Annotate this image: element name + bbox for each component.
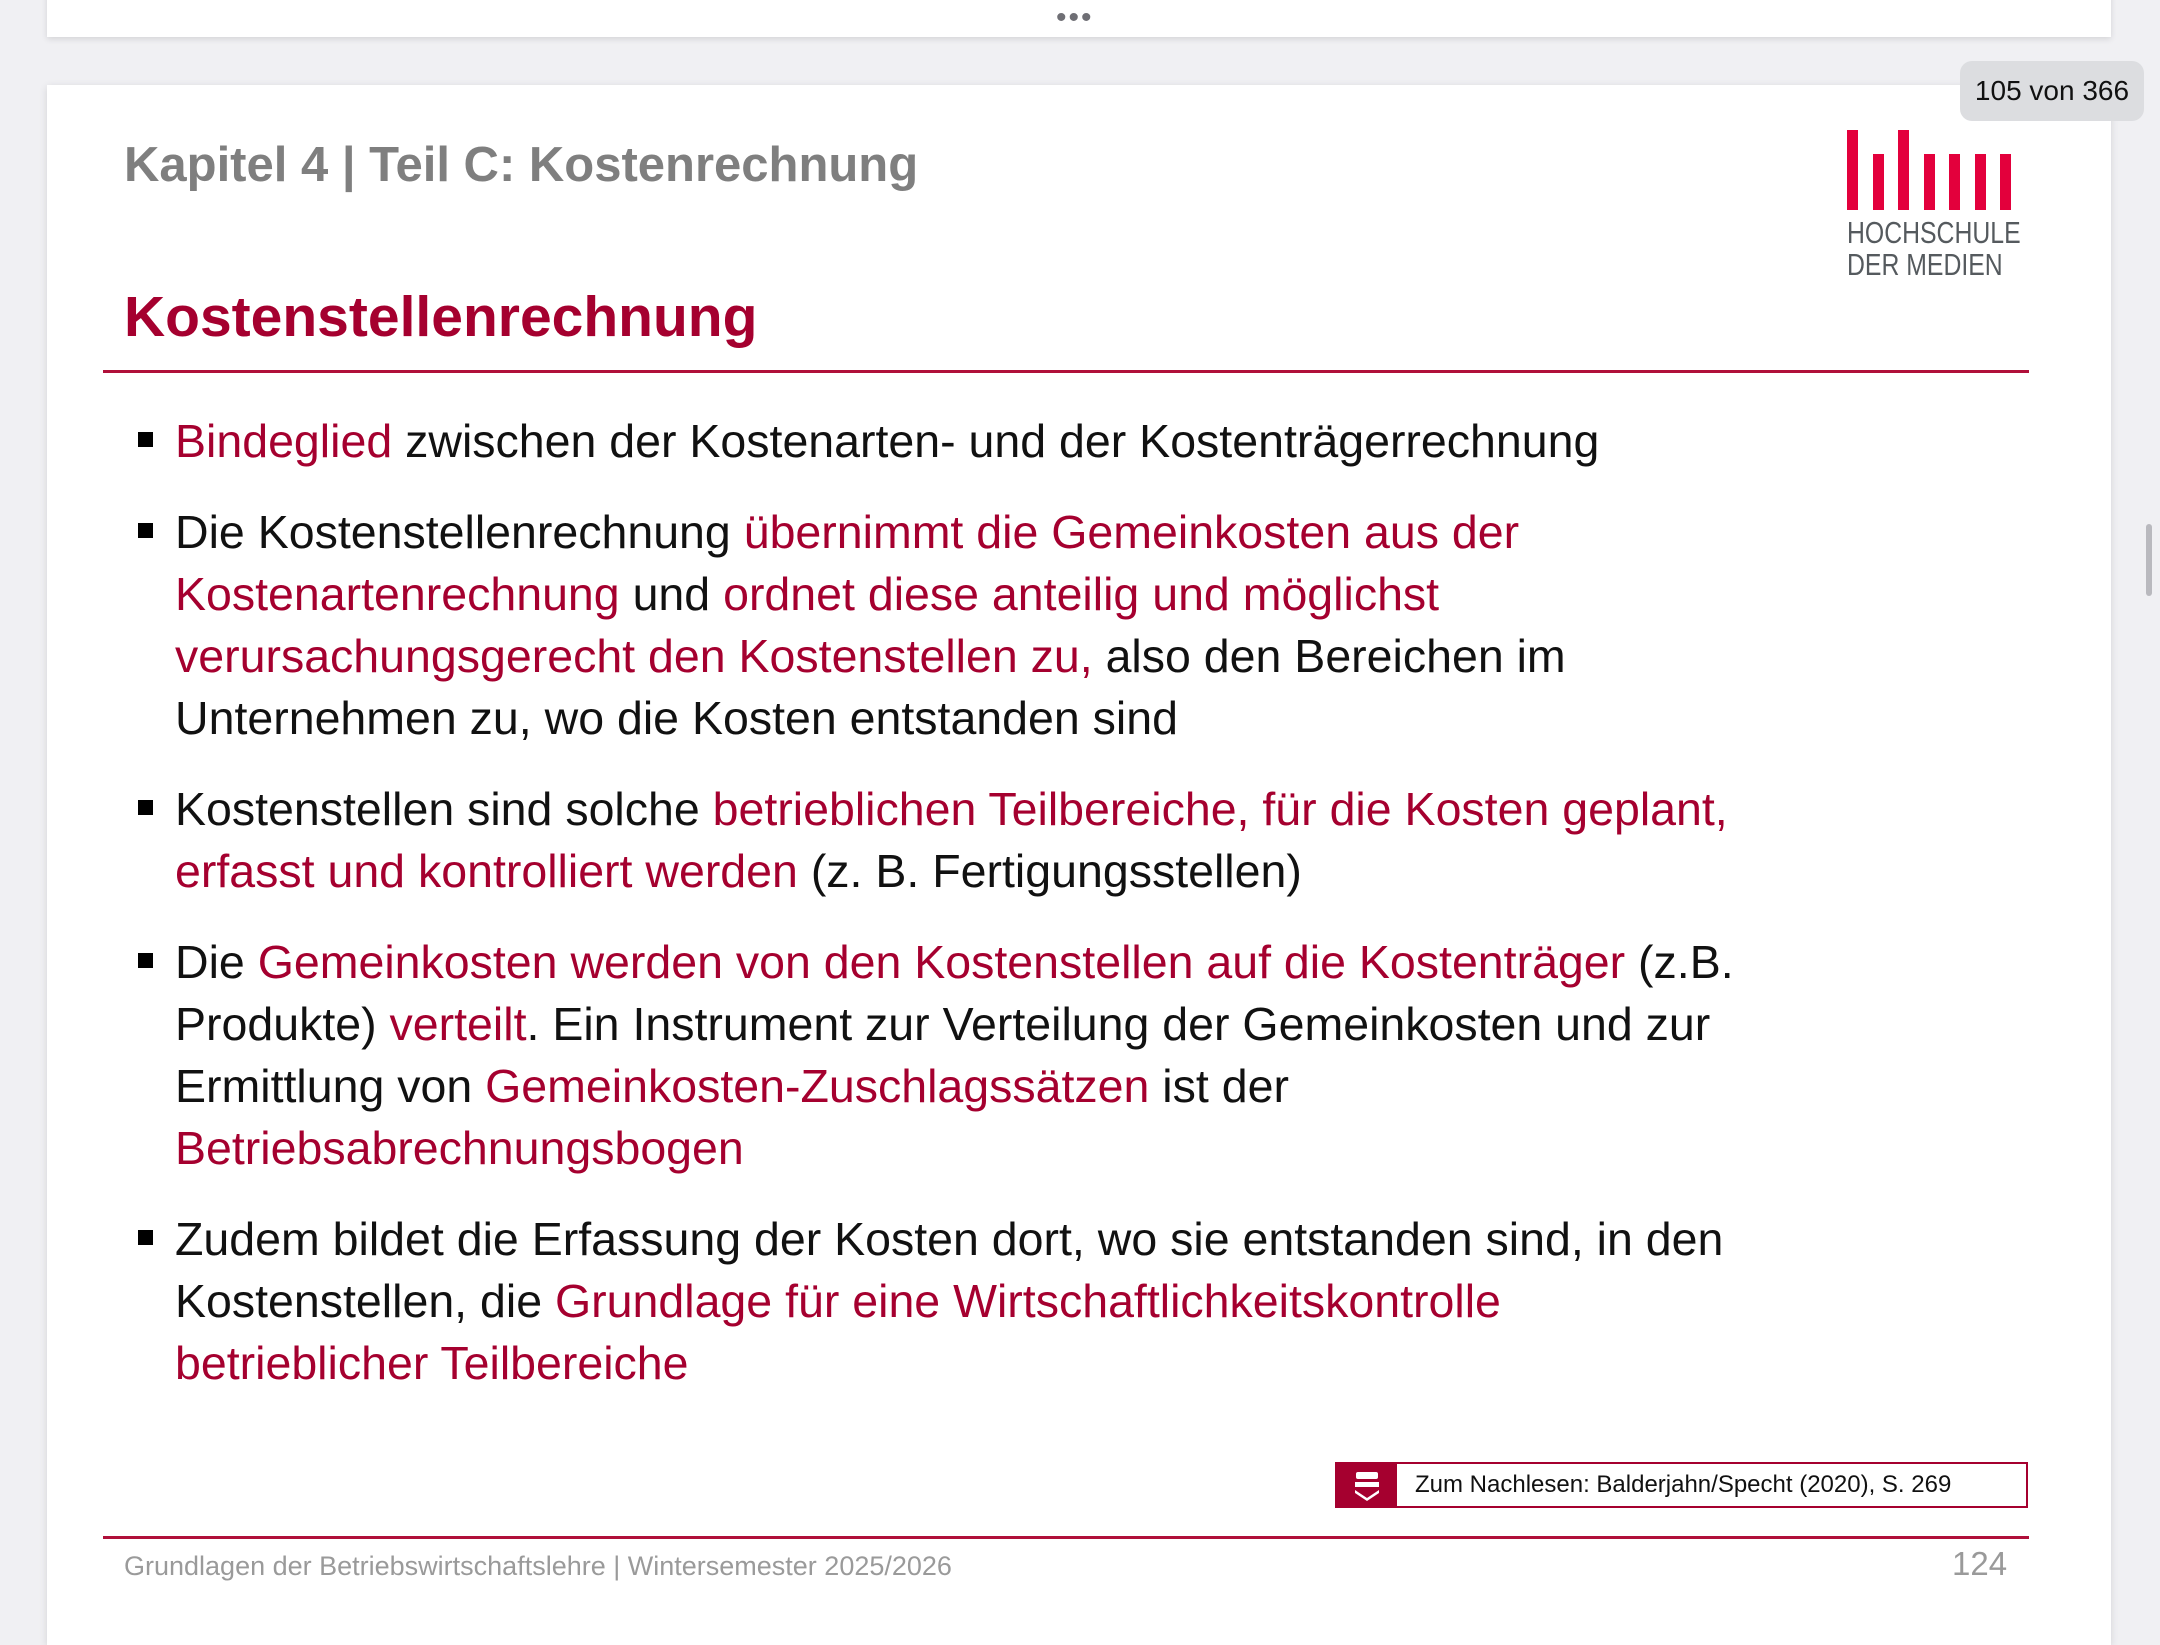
logo-line-1: HOCHSCHULE [1847,215,2021,250]
citation-text: Zum Nachlesen: Balderjahn/Specht (2020), S. 269 [1415,1471,1952,1498]
highlighted-text: betrieblicher Teilbereiche [175,1337,689,1389]
text-line [175,501,1566,563]
logo-line-2: DER MEDIEN [1847,247,2003,282]
text-segment: Ermittlung von [175,1060,486,1112]
text-line [175,931,1734,993]
text-segment: Zudem bildet die Erfassung der Kosten dort, wo sie entstanden sind, in den [175,1213,1724,1265]
text-line [175,1208,1723,1270]
text-segment: Die [175,936,258,988]
chapter-heading: Kapitel 4 | Teil C: Kostenrechnung [124,138,919,192]
bullet-square-icon [138,432,153,447]
highlighted-text: Gemeinkosten werden von den Kostenstellen auf die Kostenträger [257,936,1626,988]
highlighted-text: verursachungsgerecht den Kostenstellen zu, [175,630,1093,682]
text-line [175,410,1599,472]
slide-page-number: 124 [1952,1545,2008,1582]
text-segment: zwischen der Kostenarten- und der Kostenträgerrechnung [392,415,1600,467]
text-segment: Produkte) [175,998,390,1050]
text-line [175,1055,1734,1117]
bullet-text [175,931,1734,1179]
text-segment: ist der [1149,1060,1289,1112]
scrollbar-thumb[interactable] [2146,524,2152,596]
highlighted-text: übernimmt die Gemeinkosten aus der [743,506,1520,558]
bullet-square-icon [138,800,153,815]
highlighted-text: erfasst und kontrolliert werden [175,845,798,897]
text-line [175,1332,1723,1394]
books-icon [1337,1464,1397,1506]
slide-page [47,85,2111,1645]
text-segment: Kostenstellen, die [175,1275,555,1327]
text-segment: Die Kostenstellenrechnung [175,506,744,558]
page-indicator: 105 von 366 [1960,61,2144,121]
text-line [175,563,1566,625]
bullet-text [175,501,1566,749]
text-segment: (z. B. Fertigungsstellen) [797,845,1302,897]
text-segment: und [619,568,724,620]
bullet-text [175,1208,1723,1394]
bullet-text [175,410,1599,472]
text-segment: also den Bereichen im [1092,630,1566,682]
highlighted-text: Betriebsabrechnungsbogen [175,1122,744,1174]
text-segment: Kostenstellen sind solche [175,783,713,835]
text-segment: Unternehmen zu, wo die Kosten entstanden sind [175,692,1178,744]
text-line [175,993,1734,1055]
bullet-square-icon [138,1230,153,1245]
highlighted-text: ordnet diese anteilig und möglichst [723,568,1440,620]
highlighted-text: Bindeglied [175,415,393,467]
text-line [175,1270,1723,1332]
highlighted-text: Grundlage für eine Wirtschaftlichkeitskontrolle [555,1275,1501,1327]
highlighted-text: betrieblichen Teilbereiche, für die Kosten geplant, [712,783,1728,835]
university-logo [1847,130,2027,290]
bullet-square-icon [138,523,153,538]
ellipsis-icon[interactable]: ••• [1056,1,1094,34]
text-segment: (z.B. [1625,936,1734,988]
text-line [175,840,1728,902]
citation-box [1335,1462,2028,1508]
slide-title: Kostenstellenrechnung [124,285,758,349]
bullet-square-icon [138,953,153,968]
logo-text [1847,215,2021,282]
highlighted-text: Kostenartenrechnung [175,568,620,620]
text-line [175,778,1728,840]
text-line [175,687,1566,749]
logo-bars-icon [1847,130,2027,210]
footer-divider [103,1536,2029,1539]
text-line [175,625,1566,687]
text-line [175,1117,1734,1179]
highlighted-text: verteilt [389,998,527,1050]
footer-text: Grundlagen der Betriebswirtschaftslehre | Wintersemester 2025/2026 [124,1551,952,1581]
bullet-text [175,778,1728,902]
text-segment: . Ein Instrument zur Verteilung der Gemeinkosten und zur [526,998,1711,1050]
highlighted-text: Gemeinkosten-Zuschlagssätzen [485,1060,1150,1112]
title-divider [103,370,2029,373]
